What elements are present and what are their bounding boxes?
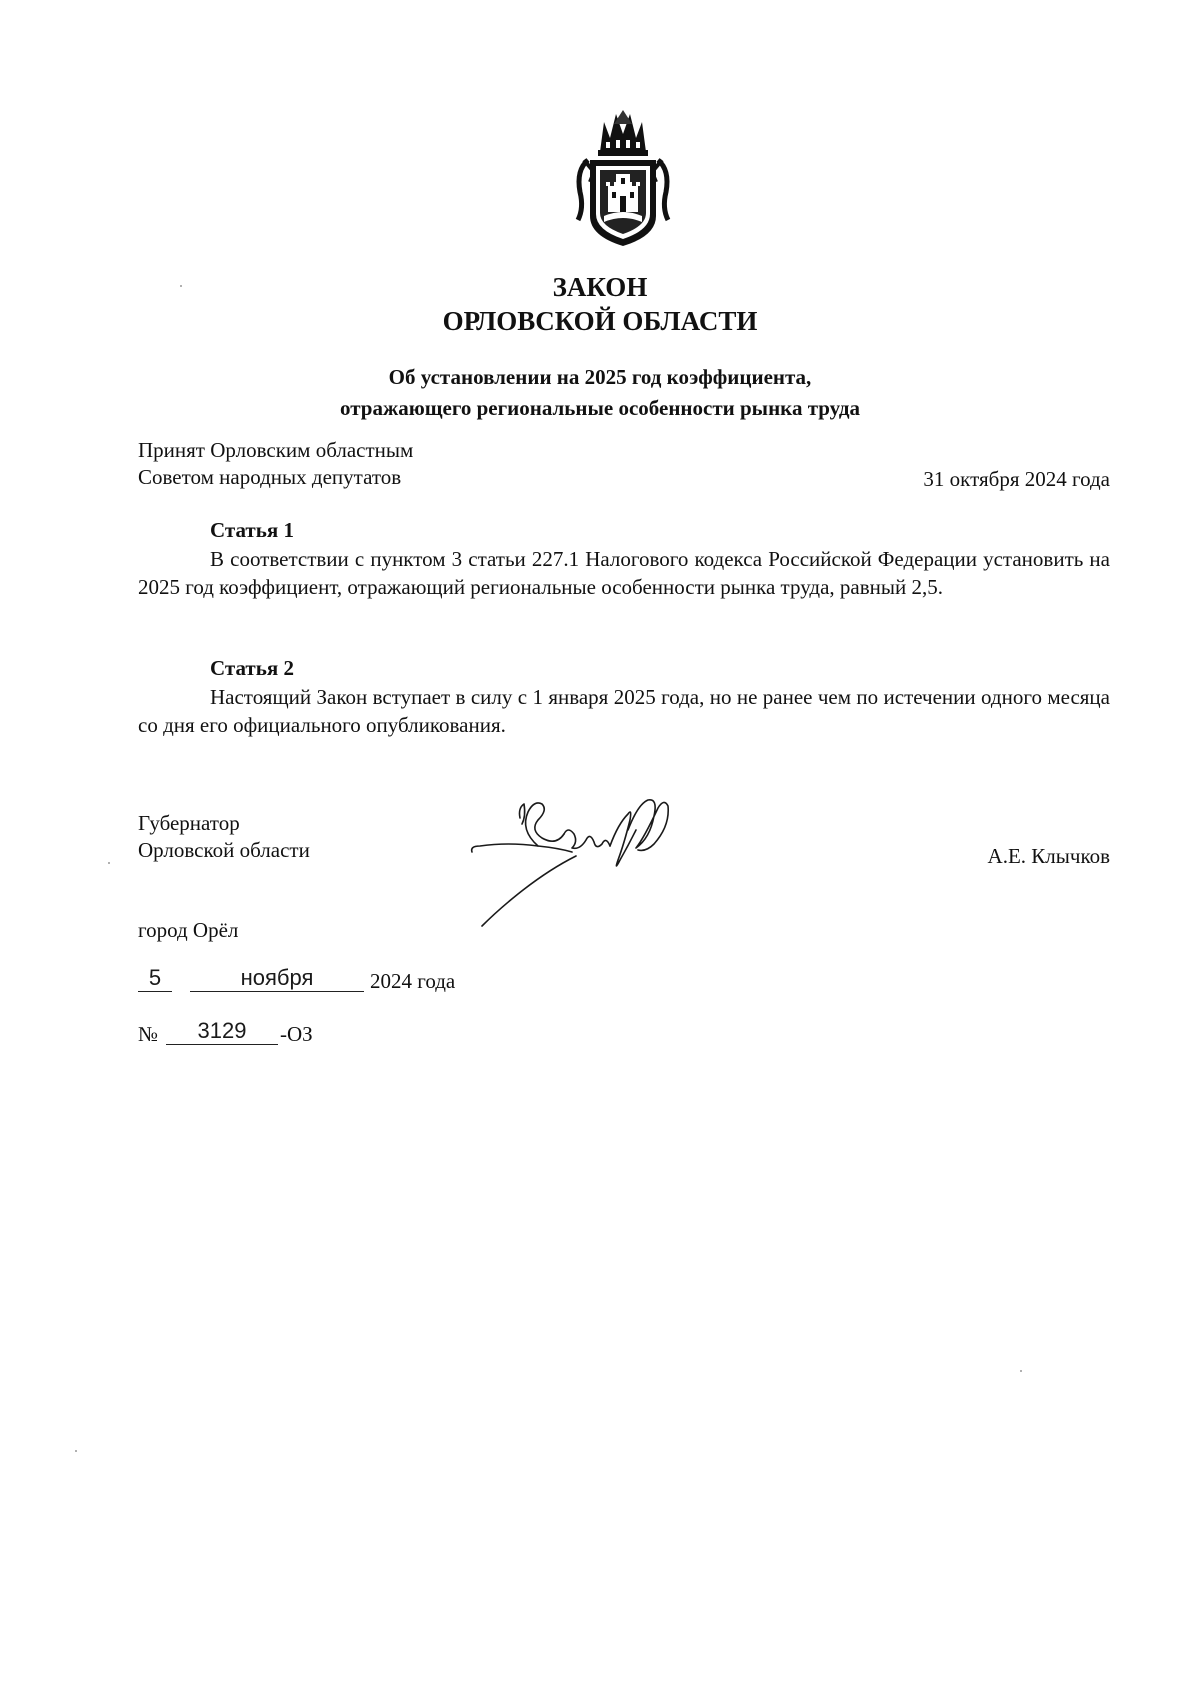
scan-speck	[180, 285, 182, 287]
governor-position-line1: Губернатор	[138, 811, 240, 835]
law-title-line2: ОРЛОВСКОЙ ОБЛАСТИ	[442, 306, 758, 336]
law-number-suffix: -ОЗ	[280, 1022, 313, 1046]
article-2-heading: Статья 2	[210, 656, 294, 680]
article-2-text: Настоящий Закон вступает в силу с 1 января 2025 года, но не ранее чем по истечении одного месяца со дня его официального опубликования.	[138, 685, 1110, 737]
signing-month: ноября	[190, 965, 364, 992]
article-1-heading: Статья 1	[210, 518, 294, 542]
law-number-prefix: №	[138, 1022, 159, 1046]
adoption-line2: Советом народных депутатов	[138, 465, 402, 489]
law-subject-line2: отражающего региональные особенности рынка труда	[340, 396, 860, 420]
coat-of-arms-icon	[570, 108, 676, 250]
law-subject-line1: Об установлении на 2025 год коэффициента,	[388, 365, 812, 389]
article-1-text: В соответствии с пунктом 3 статьи 227.1 Налогового кодекса Российской Федерации установить на 2025 год коэффициент, отражающий региональные особенности рынка труда, равный 2,5.	[138, 547, 1110, 599]
adoption-date: 31 октября 2024 года	[923, 467, 1110, 491]
law-number-value: 3129	[166, 1018, 278, 1045]
law-subject	[0, 362, 1200, 424]
governor-position	[138, 810, 310, 864]
signing-date	[138, 962, 538, 998]
scan-speck	[1020, 1370, 1022, 1372]
adoption-line1: Принят Орловским областным	[138, 438, 414, 462]
handwritten-signature	[468, 790, 678, 930]
governor-name: А.Е. Клычков	[987, 844, 1110, 868]
scan-speck	[75, 1450, 77, 1452]
law-number	[138, 1015, 438, 1051]
signing-place: город Орёл	[138, 918, 239, 942]
governor-position-line2: Орловской области	[138, 838, 310, 862]
signing-day: 5	[138, 965, 172, 992]
law-title	[0, 270, 1200, 338]
law-title-line1: ЗАКОН	[552, 272, 648, 302]
signing-year: 2024 года	[370, 969, 456, 993]
scan-speck	[108, 862, 110, 864]
adoption-statement	[138, 437, 413, 491]
